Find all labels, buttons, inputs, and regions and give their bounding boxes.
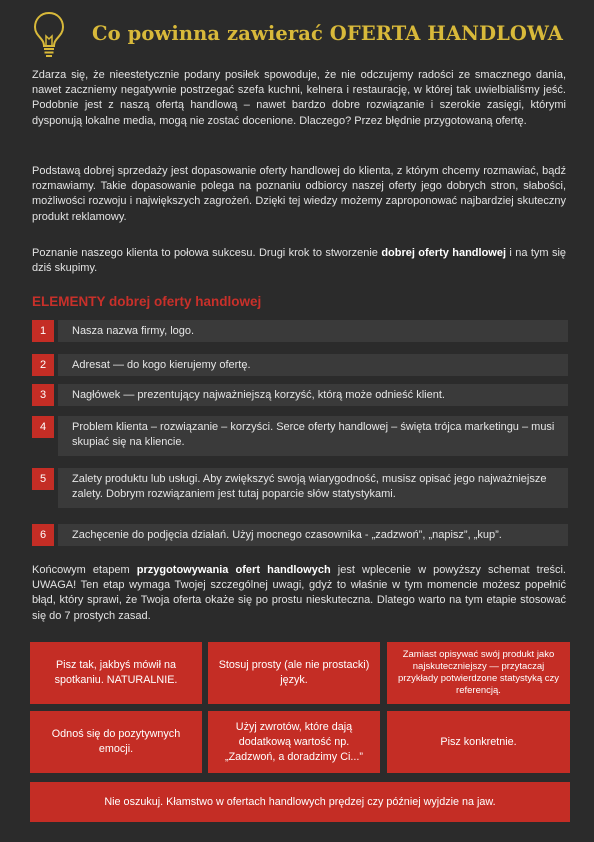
closing-end: jest wplecenie w powyższy schemat treści. UWAGA! Ten etap wymaga Twojej szczególnej uwagi, gdyż to właśnie w tym momencie możesz popełnić błąd, który sprawi, że Twoja oferta okaże się po prostu nieskuteczna. Dlatego warto na tym etapie stosować się do 7 prostych zasad.: [32, 564, 566, 622]
element-text: Problem klienta – rozwiązanie – korzyści. Serce oferty handlowej – święta trójca marketingu – musi skupiać się na kliencie.: [58, 416, 568, 456]
element-text: Nagłówek — prezentujący najważniejszą korzyść, którą może odnieść klient.: [58, 384, 568, 406]
rule-box: Pisz tak, jakbyś mówił na spotkaniu. NATURALNIE.: [30, 642, 202, 704]
element-text: Adresat — do kogo kierujemy ofertę.: [58, 354, 568, 376]
rule-box-wide: Nie oszukuj. Kłamstwo w ofertach handlowych prędzej czy później wyjdzie na jaw.: [30, 782, 570, 822]
rule-box: Użyj zwrotów, które dają dodatkową wartość np. „Zadzwoń, a doradzimy Ci...”: [208, 711, 380, 773]
rule-box: Zamiast opisywać swój produkt jako najskuteczniejszy — przytaczaj przykłady potwierdzone statystyką czy referencją.: [387, 642, 570, 704]
intro-paragraph-3: [32, 246, 566, 276]
intro-p3-start: Poznanie naszego klienta to połowa sukcesu. Drugi krok to stworzenie: [32, 247, 382, 259]
section-title: ELEMENTY dobrej oferty handlowej: [32, 294, 262, 309]
intro-paragraph-1: Zdarza się, że nieestetycznie podany posiłek spowoduje, że nie odczujemy radości ze smacznego dania, nawet zaczniemy negatywnie postrzegać szefa kuchni, kelnera i restaurację, w której tak uwielbialiśmy jeść. Podobnie jest z naszą ofertą handlową – nawet bardzo dobre rozwiązanie i szerokie zasięgi, którymi dysponują lokalne media, mogą nie zostać docenione. Dlaczego? Przez błędnie przygotowaną ofertę.: [32, 69, 566, 127]
rule-box: Pisz konkretnie.: [387, 711, 570, 773]
element-number: 5: [32, 468, 54, 490]
closing-start: Końcowym etapem: [32, 564, 137, 576]
intro-paragraph-2: Podstawą dobrej sprzedaży jest dopasowanie oferty handlowej do klienta, z którym chcemy rozmawiać, bądź rozmawiamy. Takie dopasowanie polega na poznaniu odbiorcy naszej oferty jego dobrych stron, słabości, możliwości rozwoju i największych zagrożeń. Dzięki tej wiedzy możemy zaproponować najbardziej skuteczny produkt reklamowy.: [32, 165, 566, 223]
rule-box: Odnoś się do pozytywnych emocji.: [30, 711, 202, 773]
intro-p3-bold: dobrej oferty handlowej: [381, 247, 507, 259]
element-text: Zachęcenie do podjęcia działań. Użyj mocnego czasownika - „zadzwoń”, „napisz”, „kup”.: [58, 524, 568, 546]
rule-box: Stosuj prosty (ale nie prostacki) język.: [208, 642, 380, 704]
closing-bold: przygotowywania ofert handlowych: [136, 564, 331, 576]
page-title: Co powinna zawierać OFERTA HANDLOWA: [92, 22, 563, 45]
lightbulb-icon: [32, 10, 66, 60]
element-number: 3: [32, 384, 54, 406]
element-number: 4: [32, 416, 54, 438]
intro-p3-end: i na tym się dziś skupimy.: [32, 247, 567, 275]
element-text: Zalety produktu lub usługi. Aby zwiększyć swoją wiarygodność, musisz opisać jego najważniejsze zalety. Dobrym rozwiązaniem jest tutaj poparcie słów statystykami.: [58, 468, 568, 508]
closing-paragraph: [32, 563, 566, 624]
element-text: Nasza nazwa firmy, logo.: [58, 320, 568, 342]
element-number: 6: [32, 524, 54, 546]
header: [0, 0, 594, 66]
element-number: 2: [32, 354, 54, 376]
element-number: 1: [32, 320, 54, 342]
